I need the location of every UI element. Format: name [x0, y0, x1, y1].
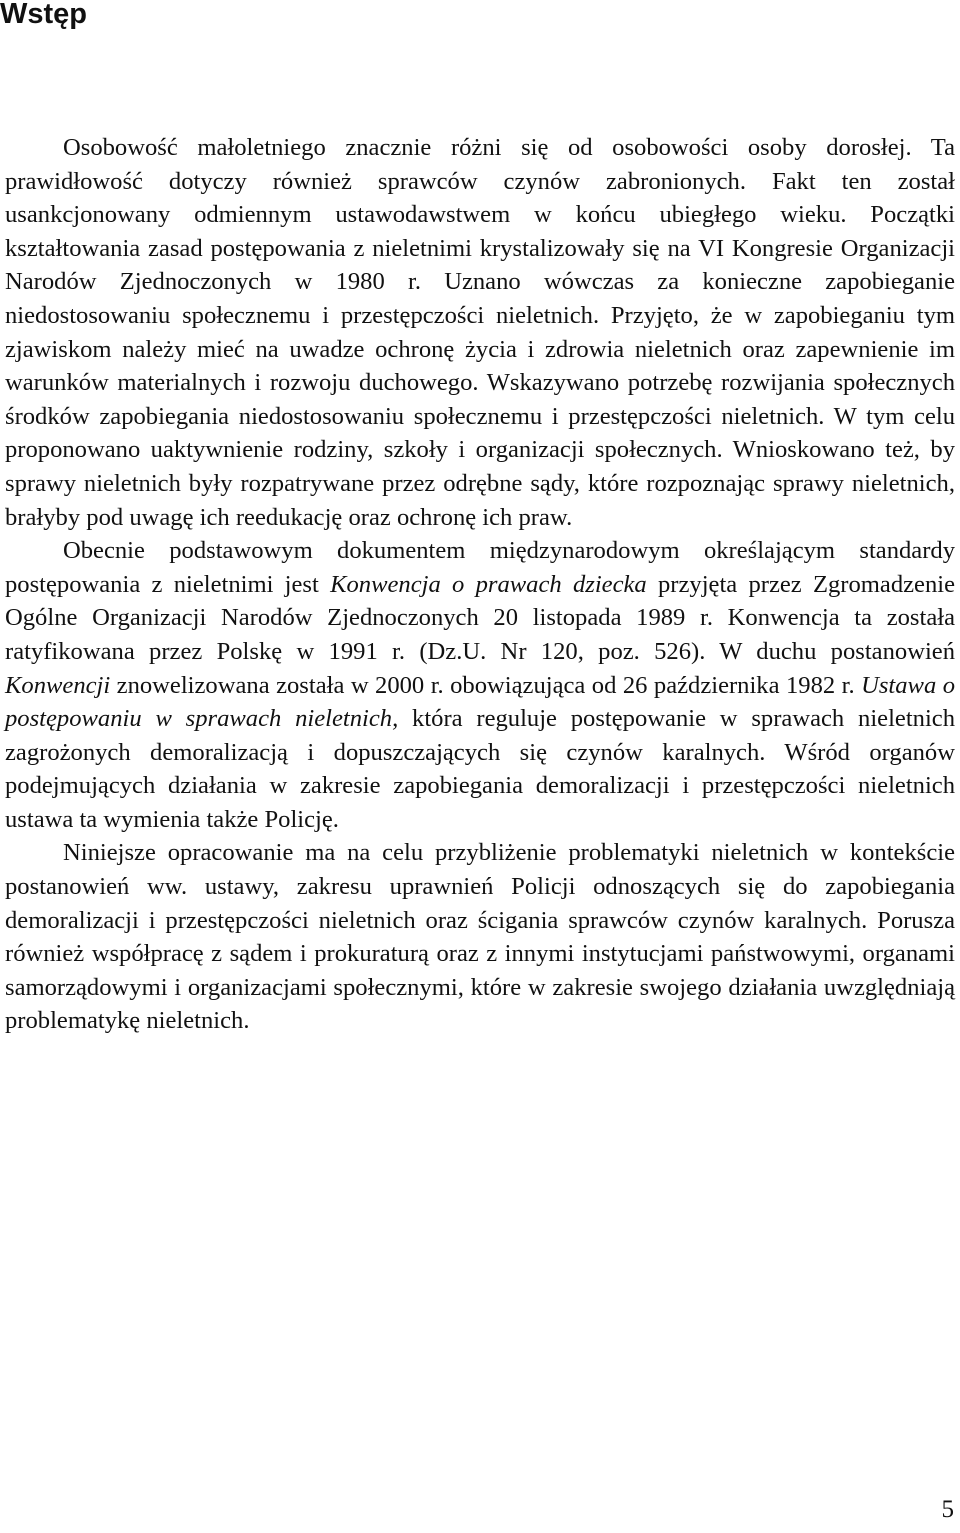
paragraph-text: przyjęta przez Zgromadzenie Ogólne Organizacji Narodów Zjednoczonych 20 listopada 1989 r. Konwencja ta została ratyfikowana przez Polskę w 1991 r. (Dz.U. Nr 120, poz. 526). W duchu postanowień — [5, 570, 955, 665]
paragraph-text: Niniejsze opracowanie ma na celu przybliżenie problematyki nieletnich w kontekście postanowień ww. ustawy, zakresu uprawnień Policji odnoszących się do zapobiegania demoralizacji i przestępczości nieletnich oraz ścigania sprawców czynów karalnych. Porusza również współpracę z sądem i prokuraturą oraz z innymi instytucjami państwowymi, organami samorządowymi i organizacjami społecznymi, które w zakresie swojego działania uwzględniają problematykę nieletnich. — [5, 839, 955, 1035]
paragraph — [5, 534, 955, 836]
body-text — [5, 131, 955, 1038]
paragraph — [5, 836, 955, 1038]
paragraph-text: która reguluje postępowanie w sprawach nieletnich zagrożonych demoralizacją i dopuszczających się czynów karalnych. Wśród organów podejmujących działania w zakresie zapobiegania demoralizacji i przestępczości nieletnich ustawa ta wymienia także Policję. — [5, 705, 955, 833]
paragraph — [5, 131, 955, 534]
italic-title: Konwencja o prawach dziecka — [330, 570, 647, 598]
page-number: 5 — [941, 1496, 954, 1523]
italic-title: Konwencji — [5, 671, 111, 699]
paragraph-text: znowelizowana została w 2000 r. obowiązująca od 26 października 1982 r. — [110, 671, 862, 699]
paragraph-text: Obecnie podstawowym dokumentem międzynarodowym określającym standardy postępowania z nieletnimi jest — [5, 537, 955, 598]
page-title: Wstęp — [0, 0, 87, 30]
italic-title: Ustawa o postępowaniu w sprawach nieletnich, — [5, 671, 955, 733]
paragraph-text: Osobowość małoletniego znacznie różni się od osobowości osoby dorosłej. Ta prawidłowość dotyczy również sprawców czynów zabronionych. Fakt ten został usankcjonowany odmiennym ustawodawstwem w końcu ubiegłego wieku. Początki kształtowania zasad postępowania z nieletnimi krystalizowały się na VI Kongresie Organizacji Narodów Zjednoczonych w 1980 r. Uznano wówczas za konieczne zapobieganie niedostosowaniu społecznemu i przestępczości nieletnich. Przyjęto, że w zapobieganiu tym zjawiskom należy mieć na uwadze ochronę życia i zdrowia nieletnich oraz zapewnienie im warunków materialnych i rozwoju duchowego. Wskazywano potrzebę rozwijania społecznych środków zapobiegania niedostosowaniu społecznemu i przestępczości nieletnich. W tym celu proponowano uaktywnienie rodziny, szkoły i organizacji społecznych. Wnioskowano też, by sprawy nieletnich były rozpatrywane przez odrębne sądy, które rozpoznając sprawy nieletnich, brałyby pod uwagę ich reedukację oraz ochronę ich praw. — [5, 134, 955, 531]
